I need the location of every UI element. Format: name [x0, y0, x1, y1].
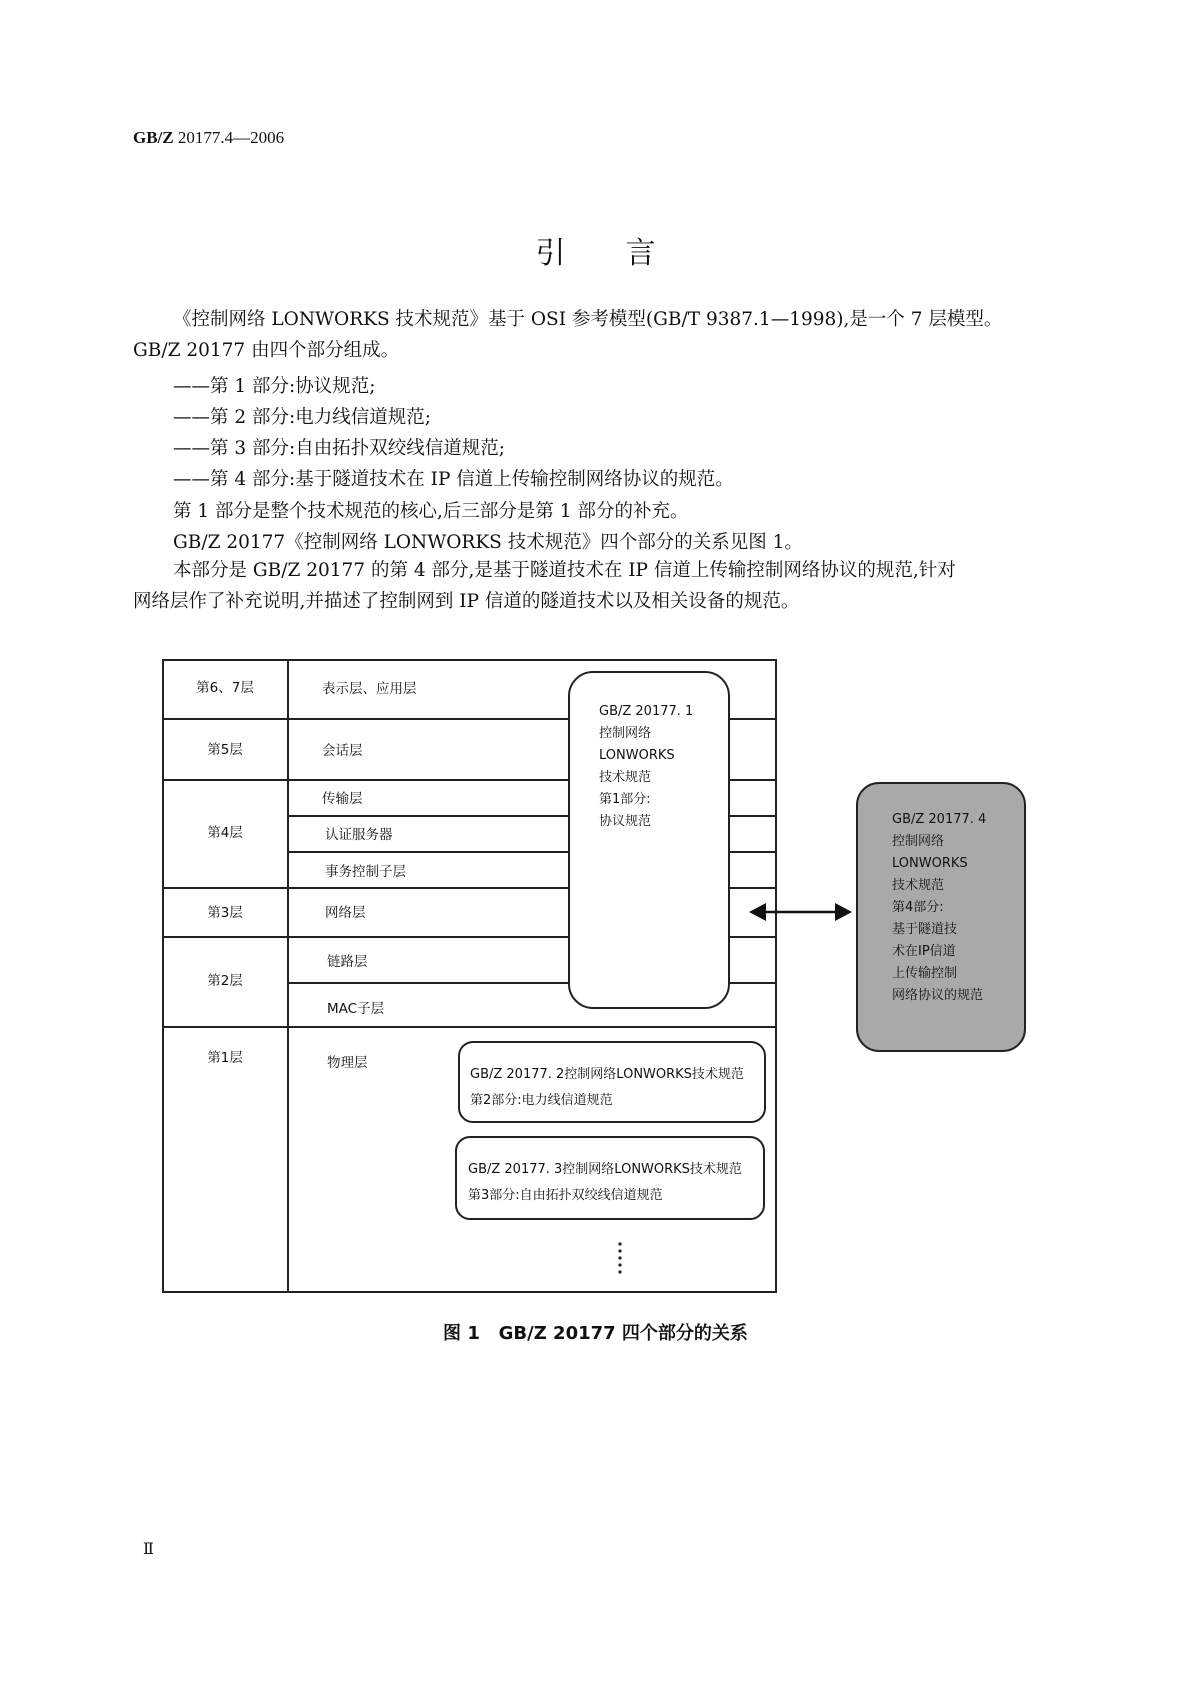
sublayer-label: 物理层	[327, 1055, 368, 1071]
part3-box	[456, 1137, 764, 1219]
section-title: 引言	[535, 236, 716, 271]
part1-text: 技术规范	[599, 770, 652, 785]
layer-label: 第5层	[207, 742, 243, 758]
part1-box	[569, 672, 729, 1008]
page-number: Ⅱ	[143, 1539, 154, 1558]
layer-label: 第1层	[207, 1050, 243, 1066]
part4-text: LONWORKS	[892, 856, 968, 871]
part4-text: 术在IP信道	[892, 944, 956, 959]
part2-text: 第2部分:电力线信道规范	[470, 1093, 613, 1108]
intro-para4-line2: 网络层作了补充说明,并描述了控制网到 IP 信道的隧道技术以及相关设备的规范。	[133, 591, 800, 612]
list-item: ——第 2 部分:电力线信道规范;	[173, 407, 431, 428]
sublayer-label: 表示层、应用层	[322, 681, 417, 697]
code-prefix: GB/Z	[133, 128, 174, 147]
caption-text: GB/Z 20177 四个部分的关系	[498, 1323, 748, 1344]
part1-text: 协议规范	[599, 814, 652, 829]
part1-text: GB/Z 20177. 1	[599, 704, 694, 719]
layer-label: 第3层	[207, 905, 243, 921]
part4-text: 基于隧道技	[892, 922, 958, 937]
list-item: ——第 4 部分:基于隧道技术在 IP 信道上传输控制网络协议的规范。	[173, 469, 734, 490]
double-arrow-icon	[749, 903, 852, 921]
part4-text: 控制网络	[892, 834, 945, 849]
sublayer-label: 认证服务器	[325, 827, 393, 843]
figure-caption	[0, 1319, 1191, 1345]
list-item: ——第 3 部分:自由拓扑双绞线信道规范;	[173, 438, 505, 459]
part2-box	[459, 1042, 765, 1122]
caption-label: 图 1	[443, 1323, 480, 1344]
intro-para1-line2: GB/Z 20177 由四个部分组成。	[133, 340, 400, 361]
layer-label: 第2层	[207, 973, 243, 989]
part4-text: GB/Z 20177. 4	[892, 812, 987, 827]
part4-text: 技术规范	[892, 878, 945, 893]
sublayer-label: 事务控制子层	[325, 864, 406, 880]
list-item: ——第 1 部分:协议规范;	[173, 376, 376, 397]
intro-para2: 第 1 部分是整个技术规范的核心,后三部分是第 1 部分的补充。	[173, 501, 689, 522]
intro-para3: GB/Z 20177《控制网络 LONWORKS 技术规范》四个部分的关系见图 1。	[173, 532, 803, 553]
code-number: 20177.4—2006	[177, 128, 285, 147]
part4-text: 上传输控制	[892, 966, 958, 981]
intro-para4-line1: 本部分是 GB/Z 20177 的第 4 部分,是基于隧道技术在 IP 信道上传输控制网络协议的规范,针对	[173, 560, 956, 581]
part1-text: 第1部分:	[599, 792, 651, 807]
sublayer-label: 传输层	[322, 791, 363, 807]
sublayer-label: MAC子层	[327, 1001, 385, 1017]
ellipsis-icon	[618, 1242, 621, 1273]
part4-text: 网络协议的规范	[892, 988, 984, 1003]
part1-text: 控制网络	[599, 726, 652, 741]
part1-text: LONWORKS	[599, 748, 675, 763]
part2-text: GB/Z 20177. 2控制网络LONWORKS技术规范	[470, 1067, 744, 1082]
sublayer-label: 链路层	[327, 954, 368, 970]
part3-text: GB/Z 20177. 3控制网络LONWORKS技术规范	[468, 1162, 742, 1177]
sublayer-label: 会话层	[322, 743, 363, 759]
intro-para1-line1: 《控制网络 LONWORKS 技术规范》基于 OSI 参考模型(GB/T 9387.1—1998),是一个 7 层模型。	[173, 309, 1003, 330]
part3-text: 第3部分:自由拓扑双绞线信道规范	[468, 1188, 663, 1203]
layer-label: 第6、7层	[196, 680, 254, 696]
part4-text: 第4部分:	[892, 900, 944, 915]
layer-label: 第4层	[207, 825, 243, 841]
sublayer-label: 网络层	[325, 905, 366, 921]
